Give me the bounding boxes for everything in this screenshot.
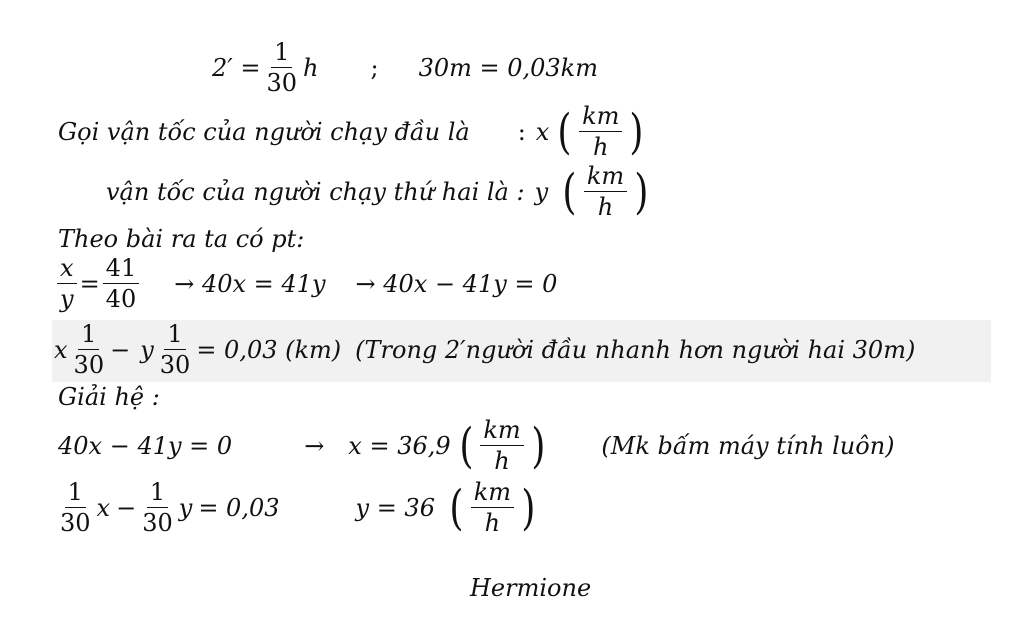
signature-text: Hermione xyxy=(470,574,592,602)
fraction-numerator: x xyxy=(57,256,77,284)
fraction-numerator: 1 xyxy=(147,480,168,508)
unit-km-h xyxy=(584,164,627,219)
line-setup xyxy=(58,225,304,253)
colon: : xyxy=(517,117,526,146)
line-system-eq1: 40x − 41y = 0 → x = 36,9 ( $\frac{km}{h}$ ) (Mk bấm máy tính luôn) xyxy=(58,416,895,475)
line-system-eq2: $\frac{1}{30}$ x − $\frac{1}{30}$ y = 0,03 y = 36 ( $\frac{km}{h}$ ) xyxy=(54,480,540,535)
fraction-1-30 xyxy=(139,480,176,535)
fraction-1-30 xyxy=(263,40,300,95)
arrow: → xyxy=(304,431,325,460)
variable-x: x xyxy=(535,117,550,146)
fraction-1-30 xyxy=(157,322,194,377)
fraction-denominator: 30 xyxy=(73,351,105,379)
variable-y: y xyxy=(178,493,193,522)
fraction-x-y xyxy=(57,256,77,311)
fraction-numerator: 1 xyxy=(78,322,99,350)
fraction-1-30 xyxy=(57,480,94,535)
line-ratio-equation xyxy=(54,256,557,311)
fraction-41-40 xyxy=(103,256,140,311)
unit-denominator: h xyxy=(597,193,614,221)
unit-numerator: km xyxy=(579,104,622,132)
explanation-note: (Trong 2′người đầu nhanh hơn người hai 30m) xyxy=(355,335,916,364)
line-speed-x: Gọi vận tốc của người chạy đầu là : x ( $\frac{km}{h}$ ) xyxy=(58,102,644,161)
separator: ; xyxy=(370,53,379,82)
system-equation-1: 40x − 41y = 0 xyxy=(58,431,233,460)
line-speed-y: vận tốc của người chạy thứ hai là : y ( $\frac{km}{h}$ ) xyxy=(106,162,649,221)
line-time-distance xyxy=(212,40,598,95)
unit-numerator: km xyxy=(584,164,627,192)
distance-conversion: 30m = 0,03km xyxy=(418,53,598,82)
fraction-denominator: 30 xyxy=(159,351,191,379)
fraction-numerator: 1 xyxy=(164,322,185,350)
unit-denominator: h xyxy=(494,447,510,475)
fraction-denominator: 30 xyxy=(142,509,173,537)
variable-x: x xyxy=(54,335,68,364)
line-solve-system xyxy=(58,383,160,411)
fraction-denominator: y xyxy=(60,285,74,313)
speed-y-label: vận tốc của người chạy thứ hai là : xyxy=(106,177,525,206)
calculator-note: (Mk bấm máy tính luôn) xyxy=(601,431,895,460)
unit-denominator: h xyxy=(484,509,501,537)
equation-rhs: = 0,03 (km) xyxy=(196,335,342,364)
fraction-denominator: 30 xyxy=(266,69,298,97)
step-2: → 40x − 41y = 0 xyxy=(355,269,558,298)
variable-y: y xyxy=(140,335,154,364)
unit-h: h xyxy=(303,53,319,82)
line-time-equation xyxy=(54,322,915,377)
speed-x-label: Gọi vận tốc của người chạy đầu là xyxy=(58,117,470,146)
unit-km-h xyxy=(579,104,622,159)
unit-km-h xyxy=(471,480,514,535)
variable-x: x xyxy=(96,493,111,522)
unit-km-h xyxy=(480,418,523,473)
variable-y: y xyxy=(534,177,549,206)
solve-heading: Giải hệ : xyxy=(58,383,160,411)
fraction-numerator: 1 xyxy=(271,40,292,68)
solution-y: y = 36 xyxy=(355,493,435,522)
equation-rhs: = 0,03 xyxy=(198,493,280,522)
minus: − xyxy=(110,335,131,364)
unit-numerator: km xyxy=(480,418,523,446)
fraction-denominator: 40 xyxy=(105,285,137,313)
unit-denominator: h xyxy=(592,133,609,161)
step-1: → 40x = 41y xyxy=(174,269,326,298)
fraction-numerator: 41 xyxy=(103,256,140,284)
signature xyxy=(470,574,591,602)
unit-numerator: km xyxy=(471,480,514,508)
equals: = xyxy=(79,269,100,298)
time-lhs: 2′ = xyxy=(212,53,261,82)
fraction-1-30 xyxy=(71,322,108,377)
fraction-denominator: 30 xyxy=(60,509,91,537)
solution-x: x = 36,9 xyxy=(348,431,451,460)
fraction-numerator: 1 xyxy=(65,480,86,508)
minus: − xyxy=(116,493,137,522)
setup-text: Theo bài ra ta có pt: xyxy=(58,225,305,253)
